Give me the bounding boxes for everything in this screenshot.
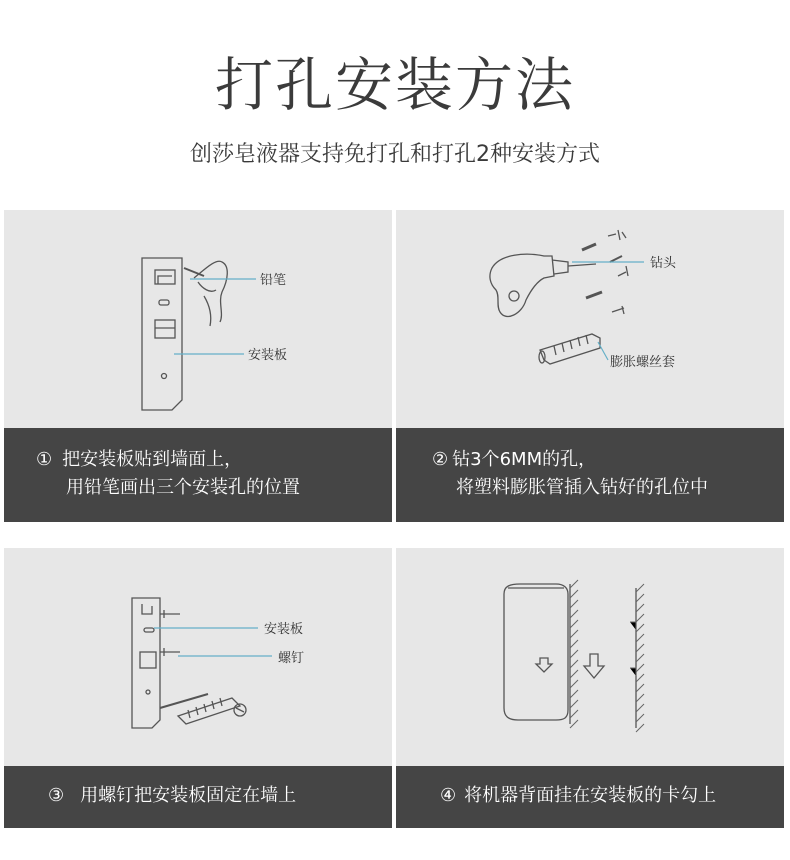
label-screw: 螺钉 <box>278 651 305 666</box>
step-2-panel <box>396 210 784 522</box>
step-4-caption <box>396 766 784 828</box>
step-4-illustration <box>396 548 784 766</box>
step-3-line-1: 用螺钉把安装板固定在墙上 <box>80 785 297 806</box>
page-title: 打孔安装方法 <box>214 51 575 119</box>
step-4-panel <box>396 548 784 828</box>
label-pencil: 铅笔 <box>260 273 287 288</box>
step-3-number: ③ <box>48 785 65 806</box>
step-1-illustration <box>4 210 392 428</box>
step-2-caption <box>396 428 784 522</box>
step-1-line-1: 把安装板贴到墙面上， <box>62 449 243 470</box>
step-1-panel <box>4 210 392 522</box>
step-3-illustration <box>4 548 392 766</box>
step-1-line-2: 用铅笔画出三个安装孔的位置 <box>66 477 300 498</box>
label-expansion-sleeve: 膨胀螺丝套 <box>610 355 676 370</box>
step-1-number: ① <box>36 449 53 470</box>
label-mounting-plate-2: 安装板 <box>264 622 304 637</box>
label-drill-bit: 钻头 <box>650 256 677 271</box>
step-2-line-2: 将塑料膨胀管插入钻好的孔位中 <box>456 477 708 498</box>
step-4-number: ④ <box>440 785 457 806</box>
step-2-number: ② <box>432 449 449 470</box>
step-3-caption <box>4 766 392 828</box>
step-2-line-1: 钻3个6MM的孔， <box>452 449 597 470</box>
step-3-panel <box>4 548 392 828</box>
label-mounting-plate: 安装板 <box>248 348 288 363</box>
step-1-caption <box>4 428 392 522</box>
page-subtitle: 创莎皂液器支持免打孔和打孔2种安装方式 <box>190 142 600 167</box>
step-4-line-1: 将机器背面挂在安装板的卡勾上 <box>464 785 717 806</box>
step-2-illustration <box>396 210 784 428</box>
